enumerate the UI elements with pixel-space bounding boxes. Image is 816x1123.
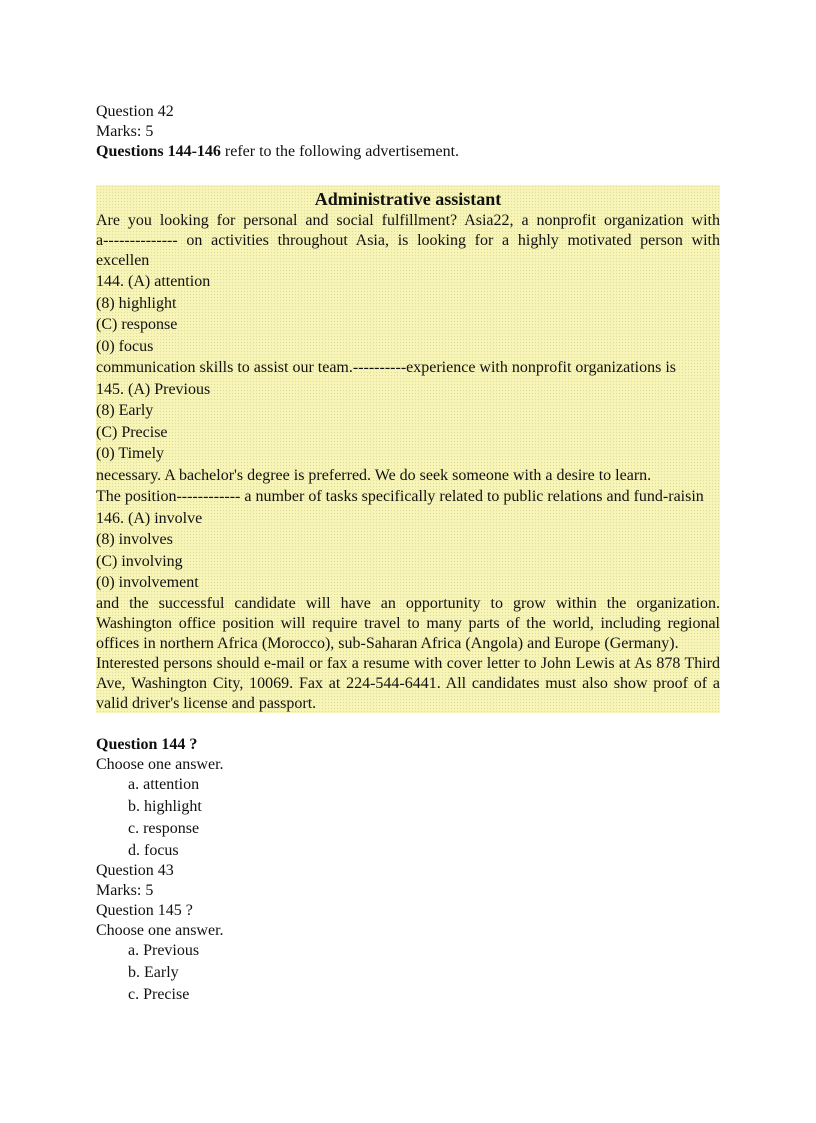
- ad-line: offices in northern Africa (Morocco), sub-Saharan Africa (Angola) and Europe (Germany).: [96, 634, 679, 652]
- inline-option: 146. (A) involve: [96, 509, 203, 527]
- answer-option[interactable]: c. Precise: [128, 986, 190, 1003]
- inline-option: (0) involvement: [96, 574, 199, 591]
- question-number: Question 42: [96, 103, 174, 120]
- ad-line: Interested persons should e-mail or fax a resume with cover letter to John Lewis at As 878 Third: [96, 654, 720, 672]
- answer-option[interactable]: c. response: [128, 820, 200, 837]
- question-prompt: Choose one answer.: [96, 756, 224, 773]
- question-header: [96, 102, 720, 162]
- question-144: [96, 735, 720, 775]
- inline-option: (C) response: [96, 316, 178, 333]
- inline-option: (C) Precise: [96, 423, 168, 441]
- inline-option: (0) focus: [96, 337, 154, 355]
- question-title: Question 145 ?: [96, 902, 193, 919]
- answer-options-144: [128, 774, 202, 862]
- answer-option[interactable]: b. Early: [128, 964, 179, 981]
- advertisement-title: Administrative assistant: [314, 189, 502, 209]
- inline-option: (C) involving: [96, 552, 183, 570]
- ad-line: Are you looking for personal and social fulfillment? Asia22, a nonprofit organization with: [96, 212, 720, 229]
- question-marks: Marks: 5: [96, 882, 154, 899]
- ad-line: communication skills to assist our team.----------experience with nonprofit organizations is: [96, 359, 676, 376]
- ad-line: Ave, Washington City, 10069. Fax at 224-544-6441. All candidates must also show proof of a: [96, 674, 720, 692]
- questions-intro-rest: refer to the following advertisement.: [220, 143, 460, 160]
- question-43: [96, 861, 720, 941]
- inline-option: 144. (A) attention: [96, 273, 211, 290]
- inline-option: (8) Early: [96, 402, 154, 419]
- ad-line: valid driver's license and passport.: [96, 694, 317, 712]
- question-marks: Marks: 5: [96, 123, 154, 140]
- ad-line: excellen: [96, 252, 150, 269]
- question-title: [96, 735, 720, 755]
- answer-option[interactable]: b. highlight: [128, 798, 202, 815]
- ad-line: The position------------ a number of tasks specifically related to public relations and fund-raisin: [96, 488, 704, 505]
- questions-intro: [96, 142, 720, 162]
- inline-option: (0) Timely: [96, 445, 165, 462]
- question-number: Question 43: [96, 862, 174, 879]
- ad-line: necessary. A bachelor's degree is preferred. We do seek someone with a desire to learn.: [96, 466, 652, 484]
- inline-option: (8) highlight: [96, 294, 177, 312]
- ad-line: a-------------- on activities throughout Asia, is looking for a highly motivated person with: [96, 232, 720, 249]
- question-title-text: Question 144 ?: [96, 736, 198, 753]
- advertisement-body: [96, 211, 720, 714]
- answer-option[interactable]: a. attention: [128, 776, 200, 793]
- ad-line: and the successful candidate will have an opportunity to grow within the organization.: [96, 594, 720, 612]
- questions-range: Questions 144-146: [96, 143, 221, 160]
- answer-options-145: [128, 940, 199, 1006]
- inline-option: 145. (A) Previous: [96, 380, 211, 398]
- advertisement-box: [96, 185, 720, 713]
- question-prompt: Choose one answer.: [96, 922, 224, 939]
- ad-line: Washington office position will require travel to many parts of the world, including regional: [96, 614, 720, 632]
- answer-option[interactable]: a. Previous: [128, 942, 200, 959]
- inline-option: (8) involves: [96, 531, 173, 548]
- answer-option[interactable]: d. focus: [128, 842, 179, 859]
